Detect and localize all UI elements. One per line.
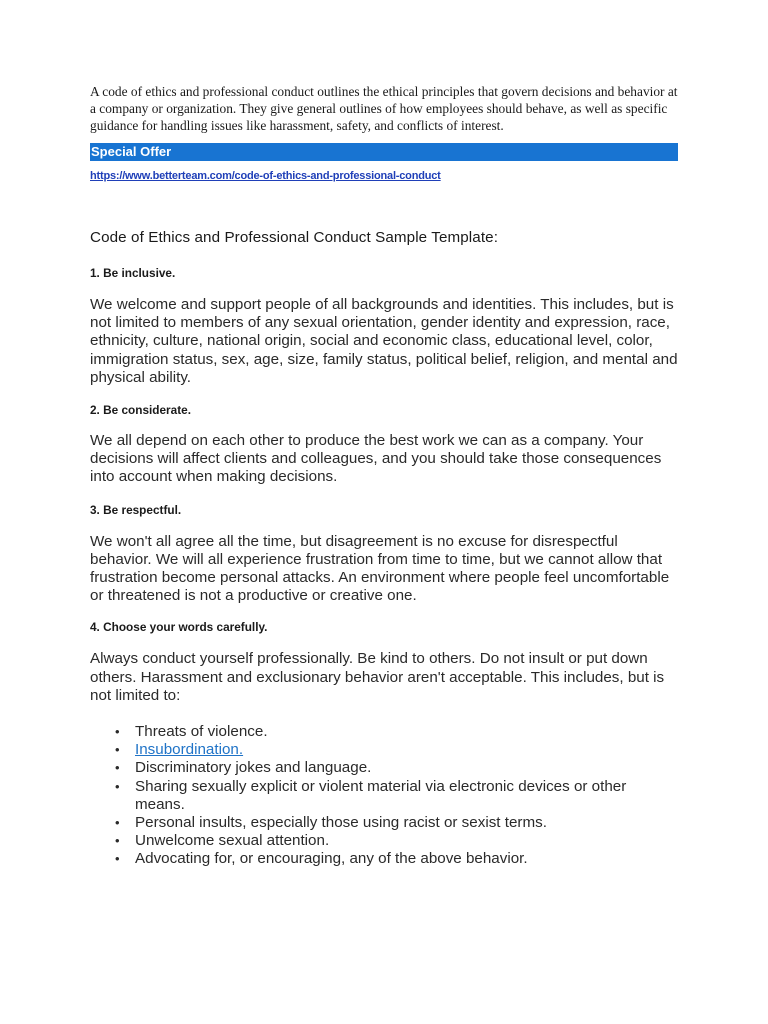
section-heading-inclusive: 1. Be inclusive. [90, 266, 176, 280]
unacceptable-behavior-list [90, 723, 680, 869]
document-title: Code of Ethics and Professional Conduct Sample Template: [90, 229, 499, 246]
list-item-insubordination [90, 741, 680, 759]
intro-paragraph: A code of ethics and professional conduct outlines the ethical principles that govern decisions and behavior at a company or organization. They give general outlines of how employees should behave, as well as specific guidance for handling issues like harassment, safety, and conflicts of interest. [90, 84, 678, 133]
source-link[interactable]: https://www.betterteam.com/code-of-ethics-and-professional-conduct [90, 170, 441, 182]
list-item: • Personal insults, especially those using racist or sexist terms. [90, 814, 680, 832]
list-item: • Advocating for, or encouraging, any of the above behavior. [90, 850, 680, 868]
insubordination-link[interactable]: Insubordination. [135, 741, 244, 759]
special-offer-label: Special Offer [91, 144, 172, 159]
section-body-inclusive: We welcome and support people of all backgrounds and identities. This includes, but is not limited to members of any sexual orientation, gender identity and expression, race, ethnicity, culture, national origin, social and economic class, educational level, color, immigration status, sex, age, size, family status, political belief, religion, and mental and physical ability. [90, 296, 678, 386]
section-heading-respectful: 3. Be respectful. [90, 502, 182, 517]
section-heading-considerate: 2. Be considerate. [90, 403, 191, 418]
document-page [90, 83, 680, 869]
list-item: • Sharing sexually explicit or violent material via electronic devices or other means. [90, 778, 680, 814]
section-body-considerate: We all depend on each other to produce the best work we can as a company. Your decisions will affect clients and colleagues, and you should take those consequences into account when making decisions. [90, 432, 662, 486]
section-body-respectful: We won't all agree all the time, but disagreement is no excuse for disrespectful behavior. We will all experience frustration from time to time, but we cannot allow that frustration become personal attacks. An environment where people feel uncomfortable or threatened is not a productive or creative one. [90, 532, 670, 605]
section-heading-words: 4. Choose your words carefully. [90, 620, 268, 635]
special-offer-banner[interactable] [90, 143, 678, 161]
list-item: • Unwelcome sexual attention. [90, 832, 680, 850]
list-item: • Threats of violence. [90, 723, 680, 741]
section-body-words: Always conduct yourself professionally. Be kind to others. Do not insult or put down others. Harassment and exclusionary behavior aren't acceptable. This includes, but is not limited to: [90, 650, 665, 704]
list-item: • Discriminatory jokes and language. [90, 759, 680, 777]
